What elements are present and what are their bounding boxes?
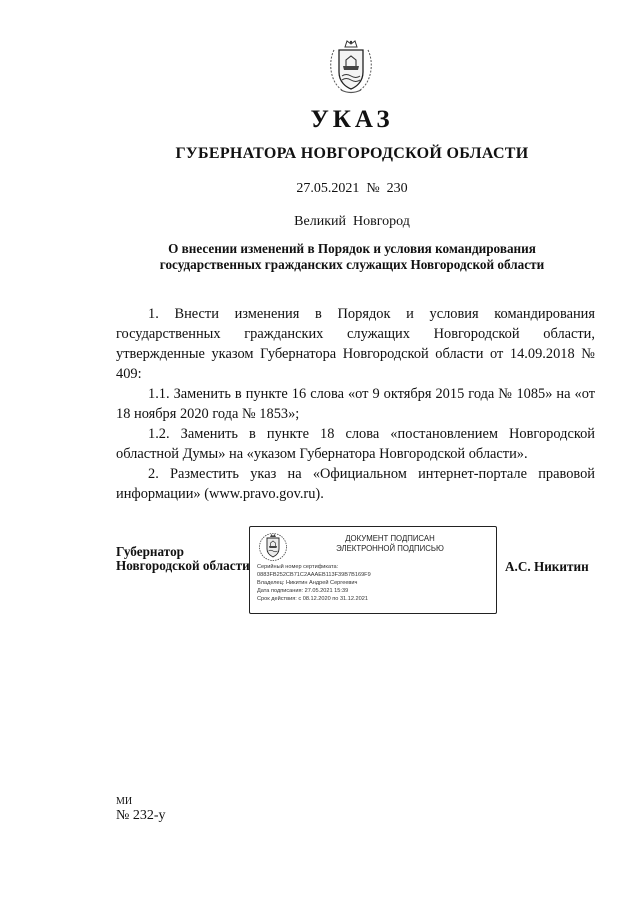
stamp-signed-date: Дата подписания: 27.05.2021 15:39 bbox=[257, 588, 349, 594]
paragraph-1: 1. Внести изменения в Порядок и условия командирования государственных гражданских служащих Новгородской области, утвержденные указом Губернатора Новгородской области от 14.09.2018 № 409: bbox=[116, 306, 595, 382]
paragraph-1-2: 1.2. Заменить в пункте 18 слова «постановлением Новгородской областной Думы» на «указом Губернатора Новгородской области». bbox=[116, 426, 595, 462]
paragraph-2: 2. Разместить указ на «Официальном интернет-портале правовой информации» (www.pravo.gov.ru). bbox=[116, 466, 595, 502]
signer-position bbox=[116, 545, 250, 573]
date-and-number: 27.05.2021 № 230 bbox=[296, 181, 408, 196]
executor-initials: МИ bbox=[116, 796, 133, 807]
stamp-details bbox=[257, 563, 493, 603]
document-footer bbox=[116, 795, 166, 824]
stamp-owner: Владелец: Никитин Андрей Сергеевич bbox=[257, 580, 358, 586]
document-title-line-2: государственных гражданских служащих Новгородской области bbox=[159, 257, 545, 272]
stamp-heading-line-2: ЭЛЕКТРОННОЙ ПОДПИСЬЮ bbox=[336, 544, 444, 553]
stamp-coat-of-arms-icon bbox=[258, 532, 288, 562]
paragraph-1-1: 1.1. Заменить в пункте 16 слова «от 9 октября 2015 года № 1085» на «от 18 ноября 2020 года № 1853»; bbox=[116, 386, 595, 422]
document-title-line-1: О внесении изменений в Порядок и условия командирования bbox=[168, 241, 536, 256]
document-body bbox=[116, 304, 595, 504]
signer-name: А.С. Никитин bbox=[505, 559, 589, 574]
electronic-signature-stamp bbox=[249, 526, 497, 614]
coat-of-arms-icon bbox=[328, 38, 374, 96]
registration-number: № 232-у bbox=[116, 808, 166, 823]
stamp-heading-line-1: ДОКУМЕНТ ПОДПИСАН bbox=[345, 534, 435, 543]
place-of-issue: Великий Новгород bbox=[294, 214, 410, 229]
stamp-validity: Срок действия: с 08.12.2020 по 31.12.2021 bbox=[257, 596, 368, 602]
stamp-heading bbox=[290, 534, 490, 554]
signer-position-line-2: Новгородской области bbox=[116, 558, 250, 573]
issuing-authority-heading: ГУБЕРНАТОРА НОВГОРОДСКОЙ ОБЛАСТИ bbox=[175, 145, 529, 162]
document-title bbox=[0, 241, 640, 273]
signer-position-line-1: Губернатор bbox=[116, 544, 184, 559]
stamp-serial-value: 0883FB252CB71C2AAAEB113F39B7B169F9 bbox=[257, 572, 371, 578]
document-type-heading: УКАЗ bbox=[310, 106, 394, 133]
stamp-serial-label: Серийный номер сертификата: bbox=[257, 564, 339, 570]
